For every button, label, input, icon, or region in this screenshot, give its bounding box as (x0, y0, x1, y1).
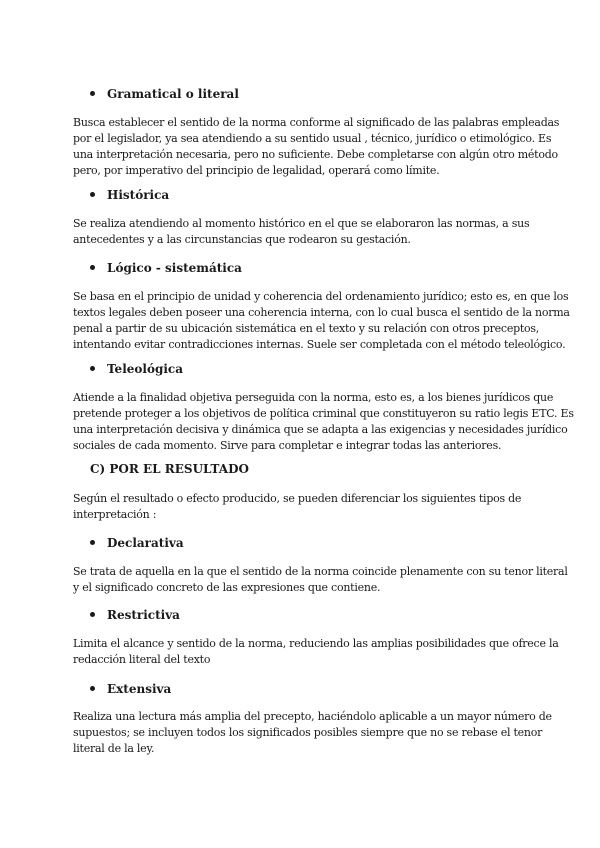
text-line: intentando evitar contradicciones internas. Suele ser completada con el método teleológico. (73, 338, 566, 351)
paragraph-intro-resultado (73, 491, 543, 523)
text-line: y el significado concreto de las expresiones que contiene. (73, 581, 381, 594)
heading-teleologica (90, 360, 183, 378)
heading-text: Restrictiva (107, 608, 180, 622)
paragraph-restrictiva (73, 636, 559, 668)
text-line: literal de la ley. (73, 742, 155, 755)
bullet-icon (90, 192, 95, 197)
text-line: Realiza una lectura más amplia del precepto, haciéndolo aplicable a un mayor número de (73, 710, 552, 723)
heading-restrictiva (90, 606, 180, 624)
bullet-icon (90, 612, 95, 617)
text-line: Atiende a la finalidad objetiva perseguida con la norma, esto es, a los bienes jurídicos que (73, 391, 554, 404)
text-line: Busca establecer el sentido de la norma conforme al significado de las palabras empleadas (73, 116, 560, 129)
paragraph-teleologica (73, 390, 574, 454)
paragraph-declarativa (73, 564, 568, 596)
heading-declarativa (90, 534, 184, 552)
text-line: penal a partir de su ubicación sistemática en el texto y su relación con otros preceptos, (73, 322, 540, 335)
heading-text: Declarativa (107, 536, 184, 550)
heading-gramatical (90, 85, 239, 103)
heading-text: Gramatical o literal (107, 87, 239, 101)
text-line: una interpretación decisiva y dinámica que se adapta a las exigencias y necesidades jurídico (73, 423, 568, 436)
paragraph-logico-sistematica (73, 289, 570, 353)
paragraph-extensiva (73, 709, 552, 757)
paragraph-historica (73, 216, 543, 248)
text-line: Según el resultado o efecto producido, se pueden diferenciar los siguientes tipos de (73, 492, 522, 505)
heading-text: Histórica (107, 188, 170, 202)
section-heading-por-el-resultado: C) POR EL RESULTADO (90, 462, 249, 476)
heading-historica (90, 186, 169, 204)
bullet-icon (90, 366, 95, 371)
text-line: Se basa en el principio de unidad y coherencia del ordenamiento jurídico; esto es, en que los (73, 290, 569, 303)
text-line: Se trata de aquella en la que el sentido de la norma coincide plenamente con su tenor literal (73, 565, 568, 578)
text-line: Se realiza atendiendo al momento histórico en el que se elaboraron las normas, a sus (73, 217, 530, 230)
text-line: textos legales deben poseer una coherencia interna, con lo cual busca el sentido de la norma (73, 306, 570, 319)
heading-text: Teleológica (107, 362, 183, 376)
text-line: pero, por imperativo del principio de legalidad, operará como límite. (73, 164, 440, 177)
paragraph-gramatical (73, 115, 560, 179)
heading-text: Lógico - sistemática (107, 261, 242, 275)
bullet-icon (90, 540, 95, 545)
heading-logico-sistematica (90, 259, 242, 277)
text-line: por el legislador, ya sea atendiendo a su sentido usual , técnico, jurídico o etimológico. Es (73, 132, 552, 145)
text-line: sociales de cada momento. Sirve para completar e integrar todas las anteriores. (73, 439, 502, 452)
text-line: una interpretación necesaria, pero no suficiente. Debe completarse con algún otro método (73, 148, 558, 161)
text-line: antecedentes y a las circunstancias que rodearon su gestación. (73, 233, 411, 246)
text-line: pretende proteger a los objetivos de política criminal que constituyeron su ratio legis ETC. Es (73, 407, 574, 420)
text-line: supuestos; se incluyen todos los significados posibles siempre que no se rebase el tenor (73, 726, 543, 739)
bullet-icon (90, 686, 95, 691)
text-line: redacción literal del texto (73, 653, 211, 666)
text-line: Limita el alcance y sentido de la norma, reduciendo las amplias posibilidades que ofrece la (73, 637, 559, 650)
heading-text: Extensiva (107, 682, 172, 696)
bullet-icon (90, 265, 95, 270)
heading-extensiva (90, 680, 171, 698)
text-line: interpretación : (73, 508, 157, 521)
bullet-icon (90, 91, 95, 96)
